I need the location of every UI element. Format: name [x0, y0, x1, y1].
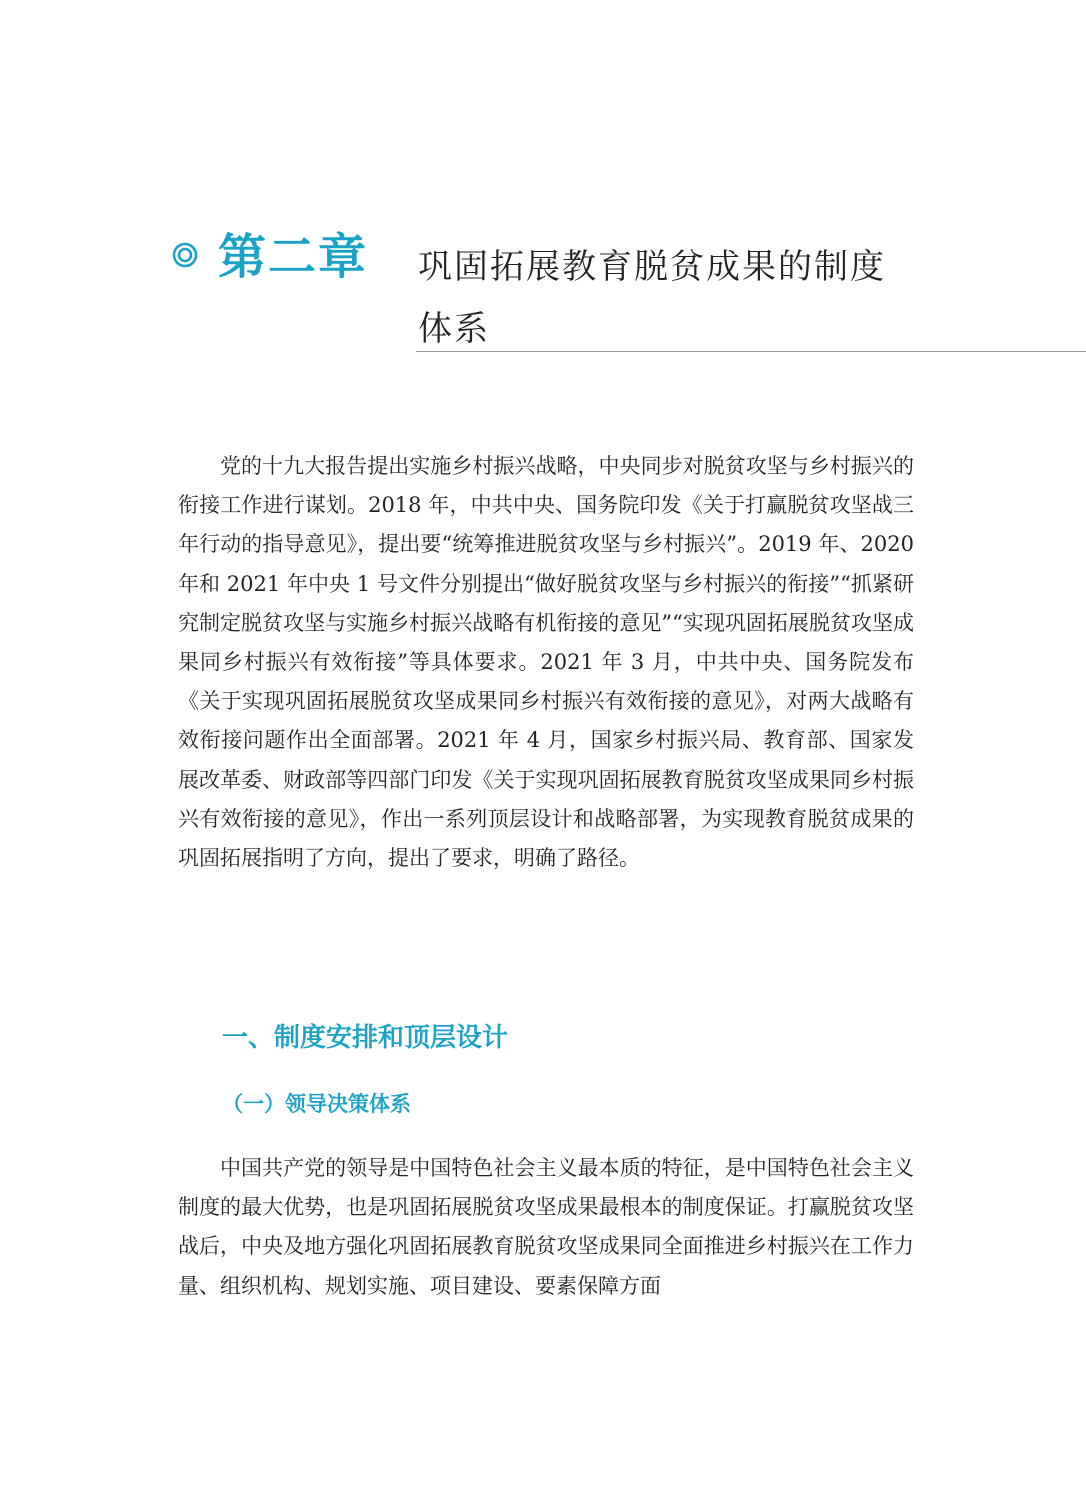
section-heading: 一、制度安排和顶层设计 [222, 1023, 509, 1053]
chapter-divider [416, 351, 1086, 352]
chapter-header [172, 228, 1086, 354]
chapter-title: 巩固拓展教育脱贫成果的制度体系 [418, 247, 886, 349]
chapter-label: 第二章 [218, 229, 369, 285]
subsection-heading: （一）领导决策体系 [222, 1092, 411, 1116]
body-paragraph-intro: 党的十九大报告提出实施乡村振兴战略，中央同步对脱贫攻坚与乡村振兴的衔接工作进行谋划。2018 年，中共中央、国务院印发《关于打赢脱贫攻坚战三年行动的指导意见》，提出要“统筹推进脱贫攻坚与乡村振兴”。2019 年、2020 年和 2021 年中央 1 号文件分别提出“做好脱贫攻坚与乡村振兴的衔接”“抓紧研究制定脱贫攻坚与实施乡村振兴战略有机衔接的意见”“实现巩固拓展脱贫攻坚成果同乡村振兴有效衔接”等具体要求。2021 年 3 月，中共中央、国务院发布《关于实现巩固拓展脱贫攻坚成果同乡村振兴有效衔接的意见》，对两大战略有效衔接问题作出全面部署。2021 年 4 月，国家乡村振兴局、教育部、国家发展改革委、财政部等四部门印发《关于实现巩固拓展教育脱贫攻坚成果同乡村振兴有效衔接的意见》，作出一系列顶层设计和战略部署，为实现教育脱贫成果的巩固拓展指明了方向，提出了要求，明确了路径。 [178, 454, 914, 871]
body-paragraph-leadership: 中国共产党的领导是中国特色社会主义最本质的特征，是中国特色社会主义制度的最大优势，也是巩固拓展脱贫攻坚成果最根本的制度保证。打赢脱贫攻坚战后，中央及地方强化巩固拓展教育脱贫攻坚成果同全面推进乡村振兴在工作力量、组织机构、规划实施、项目建设、要素保障方面 [178, 1156, 914, 1298]
double-circle-icon [172, 242, 198, 268]
